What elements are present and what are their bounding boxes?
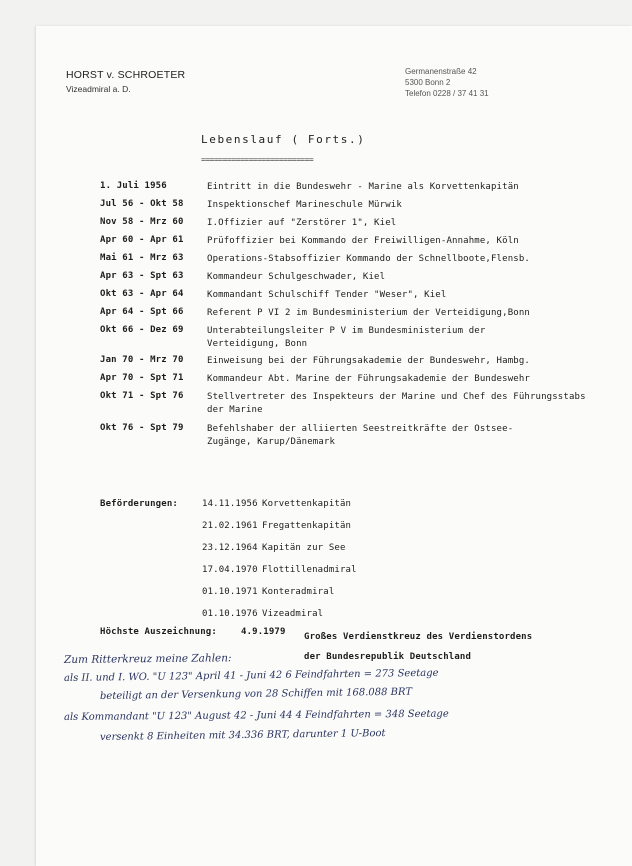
career-description: Unterabteilungsleiter P V im Bundesministerium der Verteidigung, Bonn	[207, 326, 486, 349]
handwritten-line: als Kommandant "U 123" August 42 - Juni 44 4 Feindfahrten = 348 Seetage	[63, 708, 449, 723]
letterhead-address	[405, 66, 489, 99]
career-entry	[100, 391, 620, 417]
award-line: Großes Verdienstkreuz des Verdienstordens	[304, 632, 533, 642]
career-entry	[100, 181, 620, 194]
career-period: Jul 56 - Okt 58	[100, 199, 184, 209]
career-period: Okt 71 - Spt 76	[100, 391, 184, 401]
career-entry	[100, 235, 620, 248]
address-phone: Telefon 0228 / 37 41 31	[405, 89, 489, 98]
promotion-rank: Kapitän zur See	[262, 543, 346, 553]
career-description: Kommandant Schulschiff Tender "Weser", Kiel	[207, 290, 447, 300]
handwritten-line: als II. und I. WO. "U 123" April 41 - Juni 42 6 Feindfahrten = 273 Seetage	[63, 667, 439, 684]
career-period: Mai 61 - Mrz 63	[100, 253, 184, 263]
promotion-entry	[202, 521, 351, 531]
career-entry	[100, 253, 620, 266]
award-label: Höchste Auszeichnung:	[100, 627, 217, 637]
promotions-label: Beförderungen:	[100, 499, 178, 509]
handwritten-line: Zum Ritterkreuz meine Zahlen:	[63, 652, 232, 666]
promotion-date: 21.02.1961	[202, 521, 258, 531]
career-entry	[100, 307, 620, 320]
promotion-entry	[202, 609, 323, 619]
career-entry	[100, 289, 620, 302]
career-period: Okt 63 - Apr 64	[100, 289, 184, 299]
career-description: Stellvertreter des Inspekteurs der Marine und Chef des Führungsstabs der Marine	[207, 392, 586, 415]
career-description: Inspektionschef Marineschule Mürwik	[207, 200, 402, 210]
career-period: Okt 76 - Spt 79	[100, 423, 184, 433]
career-entry	[100, 373, 620, 386]
promotion-entry	[202, 587, 334, 597]
promotion-date: 01.10.1971	[202, 587, 258, 597]
address-street: Germanenstraße 42	[405, 67, 477, 76]
career-entry	[100, 271, 620, 284]
letterhead-name: HORST v. SCHROETER	[66, 69, 186, 81]
career-entry	[100, 325, 620, 351]
career-entry	[100, 217, 620, 230]
career-entry	[100, 423, 620, 449]
career-period: Apr 64 - Spt 66	[100, 307, 184, 317]
promotion-entry	[202, 565, 357, 575]
promotion-entry	[202, 543, 346, 553]
promotion-rank: Korvettenkapitän	[262, 499, 352, 509]
career-entry	[100, 355, 620, 368]
career-period: Apr 60 - Apr 61	[100, 235, 184, 245]
letterhead-rank: Vizeadmiral a. D.	[66, 84, 131, 94]
career-period: 1. Juli 1956	[100, 181, 167, 191]
promotion-date: 01.10.1976	[202, 609, 258, 619]
career-description: I.Offizier auf "Zerstörer 1", Kiel	[207, 218, 397, 228]
career-period: Okt 66 - Dez 69	[100, 325, 184, 335]
career-description: Befehlshaber der alliierten Seestreitkräfte der Ostsee-Zugänge, Karup/Dänemark	[207, 424, 514, 447]
award-date: 4.9.1979	[241, 627, 286, 637]
career-period: Jan 70 - Mrz 70	[100, 355, 184, 365]
career-description: Kommandeur Abt. Marine der Führungsakademie der Bundeswehr	[207, 374, 530, 384]
career-description: Prüfoffizier bei Kommando der Freiwilligen-Annahme, Köln	[207, 236, 519, 246]
career-period: Apr 70 - Spt 71	[100, 373, 184, 383]
promotion-rank: Konteradmiral	[262, 587, 335, 597]
award-line: der Bundesrepublik Deutschland	[304, 652, 472, 662]
promotion-entry	[202, 499, 351, 509]
promotion-rank: Flottillenadmiral	[262, 565, 357, 575]
title-underline: ==========================	[201, 155, 314, 164]
handwritten-line: versenkt 8 Einheiten mit 34.336 BRT, darunter 1 U-Boot	[99, 728, 386, 743]
career-description: Eintritt in die Bundeswehr - Marine als Korvettenkapitän	[207, 182, 519, 192]
promotion-date: 23.12.1964	[202, 543, 258, 553]
promotion-date: 14.11.1956	[202, 499, 258, 509]
address-city: 5300 Bonn 2	[405, 78, 451, 87]
career-description: Operations-Stabsoffizier Kommando der Schnellboote,Flensb.	[207, 254, 530, 264]
career-description: Kommandeur Schulgeschwader, Kiel	[207, 272, 386, 282]
career-description: Einweisung bei der Führungsakademie der Bundeswehr, Hambg.	[207, 356, 530, 366]
handwritten-line: beteiligt an der Versenkung von 28 Schiffen mit 168.088 BRT	[99, 686, 413, 702]
promotion-rank: Vizeadmiral	[262, 609, 324, 619]
promotion-date: 17.04.1970	[202, 565, 258, 575]
career-entry	[100, 199, 620, 212]
document-title: Lebenslauf ( Forts.)	[201, 133, 366, 146]
career-description: Referent P VI 2 im Bundesministerium der Verteidigung,Bonn	[207, 308, 530, 318]
award-text	[304, 627, 532, 667]
career-period: Nov 58 - Mrz 60	[100, 217, 184, 227]
promotion-rank: Fregattenkapitän	[262, 521, 352, 531]
career-period: Apr 63 - Spt 63	[100, 271, 184, 281]
document-page	[36, 26, 632, 866]
